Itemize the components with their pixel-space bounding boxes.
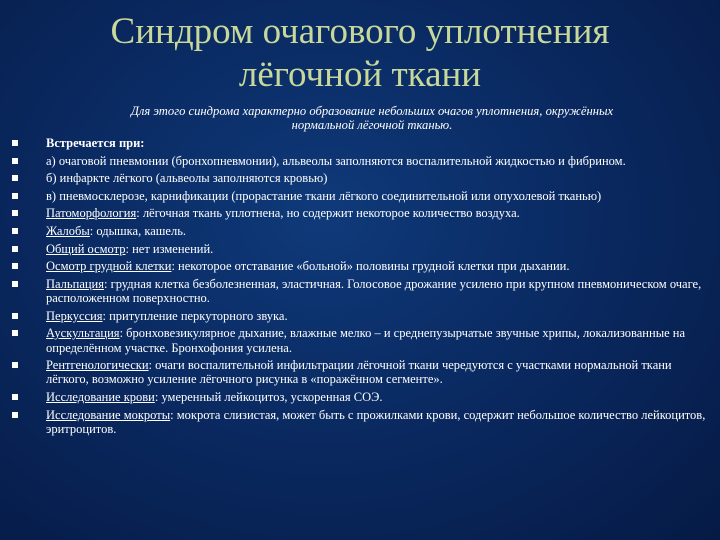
slide-subtitle: [34, 104, 710, 132]
list-item-text: : притупление перкуторного звука.: [102, 308, 288, 323]
square-bullet-icon: [12, 246, 18, 252]
square-bullet-icon: [12, 210, 18, 216]
square-bullet-icon: [12, 158, 18, 164]
list-item-text: б) инфаркте лёгкого (альвеолы заполняются кровью): [46, 171, 328, 186]
list-item-text: : очаги воспалительной инфильтрации лёгочной ткани чередуются с участками нормальной ткани лёгкого, возможно усиление лёгочного рисунка в «поражённом сегменте».: [46, 358, 672, 387]
list-item-text: : одышка, кашель.: [89, 223, 187, 238]
square-bullet-icon: [12, 281, 18, 287]
slide-title-line-1: Синдром очагового уплотнения: [110, 11, 610, 52]
list-item-text: а) очаговой пневмонии (бронхопневмонии), альвеолы заполняются воспалительной жидкостью и фибрином.: [46, 153, 626, 168]
list-item-text: : лёгочная ткань уплотнена, но содержит некоторое количество воздуха.: [136, 206, 520, 221]
list-item-b: [12, 171, 712, 185]
bullet-list: [12, 136, 712, 440]
list-item-xray: [12, 358, 712, 387]
list-item-label: Жалобы: [46, 223, 90, 238]
list-item-label: Перкуссия: [46, 308, 103, 323]
list-item-c: [12, 189, 712, 203]
square-bullet-icon: [12, 313, 18, 319]
list-item-general-exam: [12, 242, 712, 256]
list-item-label: Осмотр грудной клетки: [46, 259, 172, 274]
list-item-occurs: [12, 136, 712, 150]
slide-subtitle-line-2: нормальной лёгочной тканью.: [291, 118, 453, 132]
list-item-text: : нет изменений.: [125, 241, 214, 256]
list-item-auscultation: [12, 326, 712, 355]
list-item-pathomorphology: [12, 206, 712, 220]
square-bullet-icon: [12, 330, 18, 336]
list-item-text: : некоторое отставание «больной» половины грудной клетки при дыхании.: [171, 259, 570, 274]
slide-title-line-2: лёгочной ткани: [238, 54, 482, 95]
list-item-text: : мокрота слизистая, может быть с прожилками крови, содержит небольшое количество лейкоцитов, эритроцитов.: [46, 407, 706, 436]
square-bullet-icon: [12, 412, 18, 418]
square-bullet-icon: [12, 362, 18, 368]
list-item-label: Патоморфология: [46, 206, 137, 221]
square-bullet-icon: [12, 394, 18, 400]
list-item-palpation: [12, 277, 712, 306]
square-bullet-icon: [12, 193, 18, 199]
square-bullet-icon: [12, 140, 18, 146]
list-item-label: Исследование крови: [46, 390, 155, 405]
list-item-label: Исследование мокроты: [46, 407, 171, 422]
square-bullet-icon: [12, 228, 18, 234]
list-item-label: Рентгенологически: [46, 358, 149, 373]
slide-title: [40, 10, 680, 96]
list-item-label: Общий осмотр: [46, 241, 126, 256]
list-item-percussion: [12, 309, 712, 323]
list-item-blood-test: [12, 390, 712, 404]
list-item-text: Встречается при:: [46, 136, 145, 150]
list-item-a: [12, 154, 712, 168]
list-item-label: Аускультация: [46, 326, 120, 341]
list-item-complaints: [12, 224, 712, 238]
slide-subtitle-line-1: Для этого синдрома характерно образование небольших очагов уплотнения, окружённых: [130, 104, 614, 118]
list-item-text: : умеренный лейкоцитоз, ускоренная СОЭ.: [154, 390, 383, 405]
list-item-text: : грудная клетка безболезненная, эластичная. Голосовое дрожание усилено при крупном пневмоническом очаге, расположенном поверхностно.: [46, 276, 702, 306]
list-item-text: в) пневмосклерозе, карнификации (прорастание ткани лёгкого соединительной или опухолевой тканью): [46, 188, 602, 203]
list-item-sputum-test: [12, 408, 712, 437]
list-item-label: Пальпация: [46, 276, 104, 291]
square-bullet-icon: [12, 263, 18, 269]
square-bullet-icon: [12, 175, 18, 181]
list-item-text: : бронховезикулярное дыхание, влажные мелко – и среднепузырчатые звучные хрипы, локализованные на определённом участке. Бронхофония усилена.: [46, 326, 685, 355]
list-item-chest-exam: [12, 259, 712, 273]
